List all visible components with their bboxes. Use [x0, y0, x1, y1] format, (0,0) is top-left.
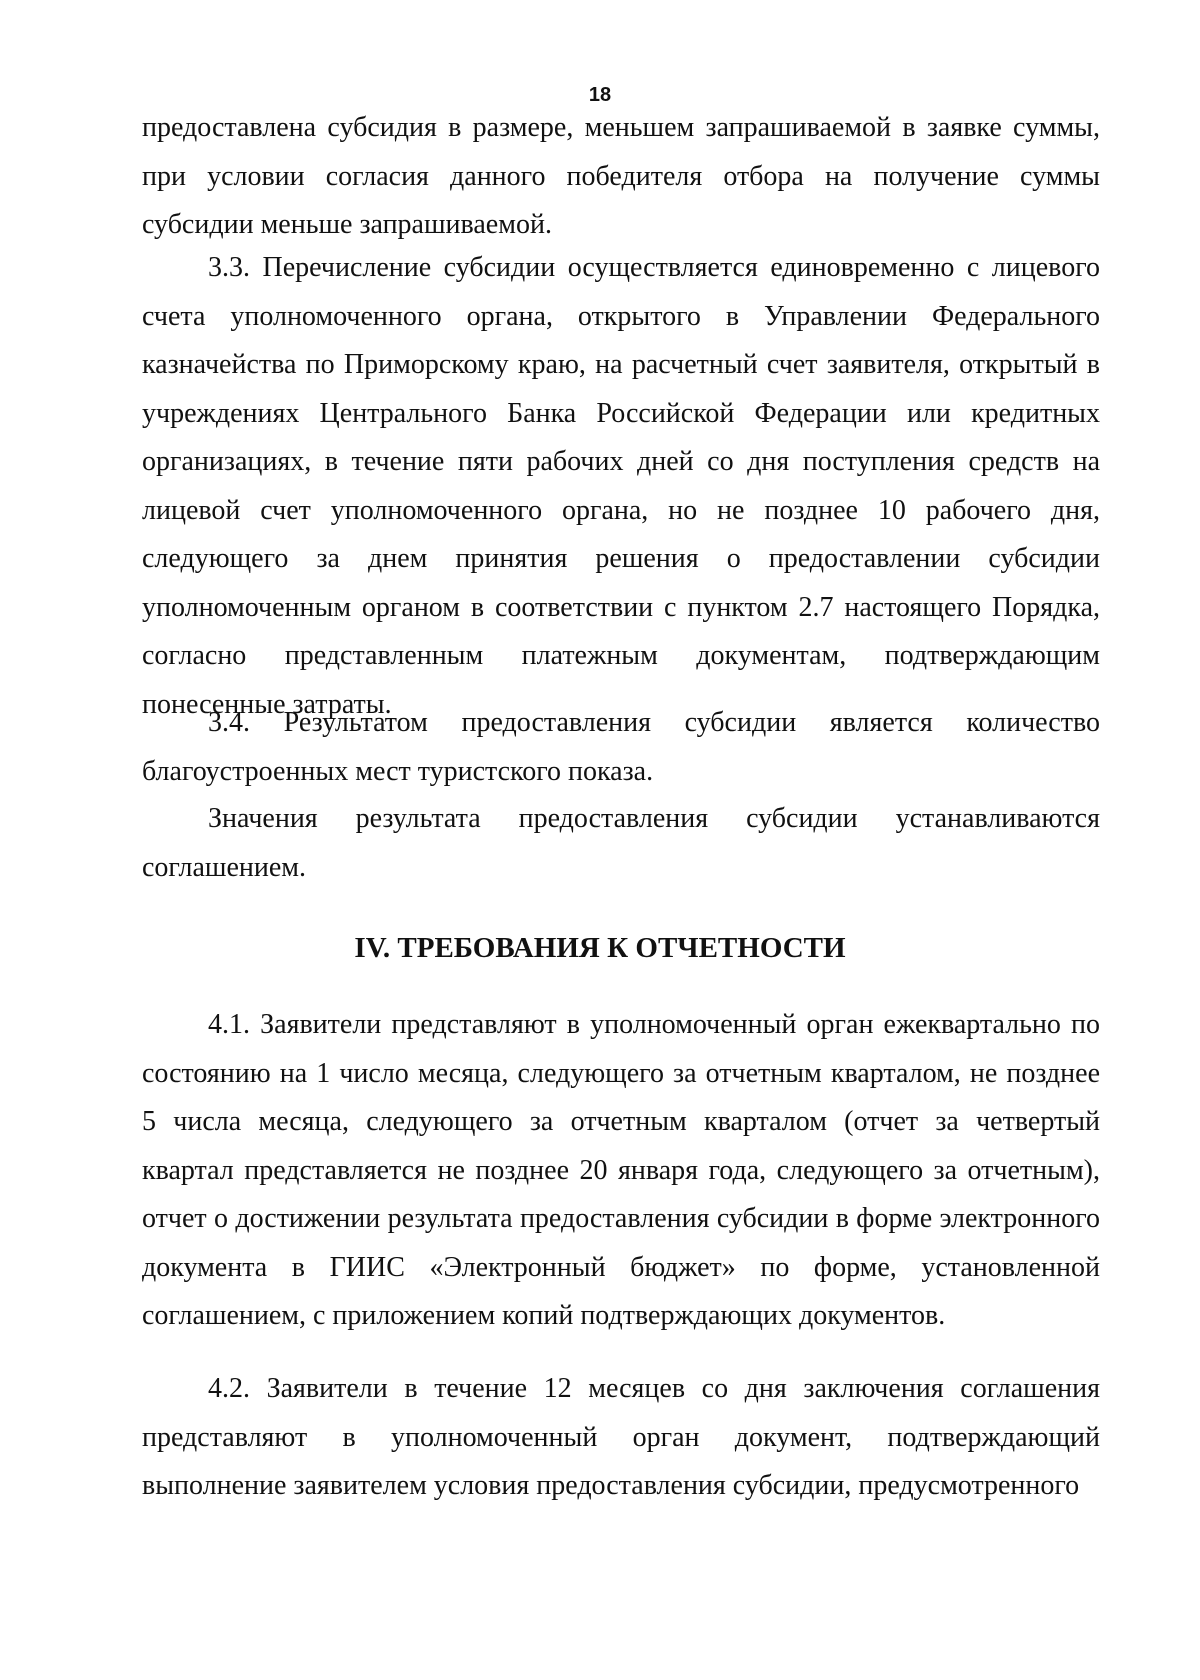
paragraph-3-4: 3.4. Результатом предоставления субсидии является количество благоустроенных мест туристского показа. [142, 707, 1100, 787]
paragraph-result-values: Значения результата предоставления субсидии устанавливаются соглашением. [142, 803, 1100, 883]
paragraph-4-2: 4.2. Заявители в течение 12 месяцев со дня заключения соглашения представляют в уполномоченный орган документ, подтверждающий выполнение заявителем условия предоставления субсидии, предусмотренного [142, 1373, 1100, 1501]
page-number: 18 [588, 84, 612, 106]
section-heading: IV. ТРЕБОВАНИЯ К ОТЧЕТНОСТИ [354, 932, 846, 964]
paragraph-4-1: 4.1. Заявители представляют в уполномоченный орган ежеквартально по состоянию на 1 число месяца, следующего за отчетным кварталом, не позднее 5 числа месяца, следующего за отчетным кварталом (отчет за четвертый квартал представляется не позднее 20 января года, следующего за отчетным), отчет о достижении результата предоставления субсидии в форме электронного документа в ГИИС «Электронный бюджет» по форме, установленной соглашением, с приложением копий подтверждающих документов. [142, 1009, 1100, 1331]
paragraph-3-3: 3.3. Перечисление субсидии осуществляется единовременно с лицевого счета уполномоченного органа, открытого в Управлении Федерального казначейства по Приморскому краю, на расчетный счет заявителя, открытый в учреждениях Центрального Банка Российской Федерации или кредитных организациях, в течение пяти рабочих дней со дня поступления средств на лицевой счет уполномоченного органа, но не позднее 10 рабочего дня, следующего за днем принятия решения о предоставлении субсидии уполномоченным органом в соответствии с пунктом 2.7 настоящего Порядка, согласно представленным платежным документам, подтверждающим понесенные затраты. [142, 252, 1100, 720]
paragraph-continuation: предоставлена субсидия в размере, меньшем запрашиваемой в заявке суммы, при условии согласия данного победителя отбора на получение суммы субсидии меньше запрашиваемой. [142, 112, 1100, 240]
